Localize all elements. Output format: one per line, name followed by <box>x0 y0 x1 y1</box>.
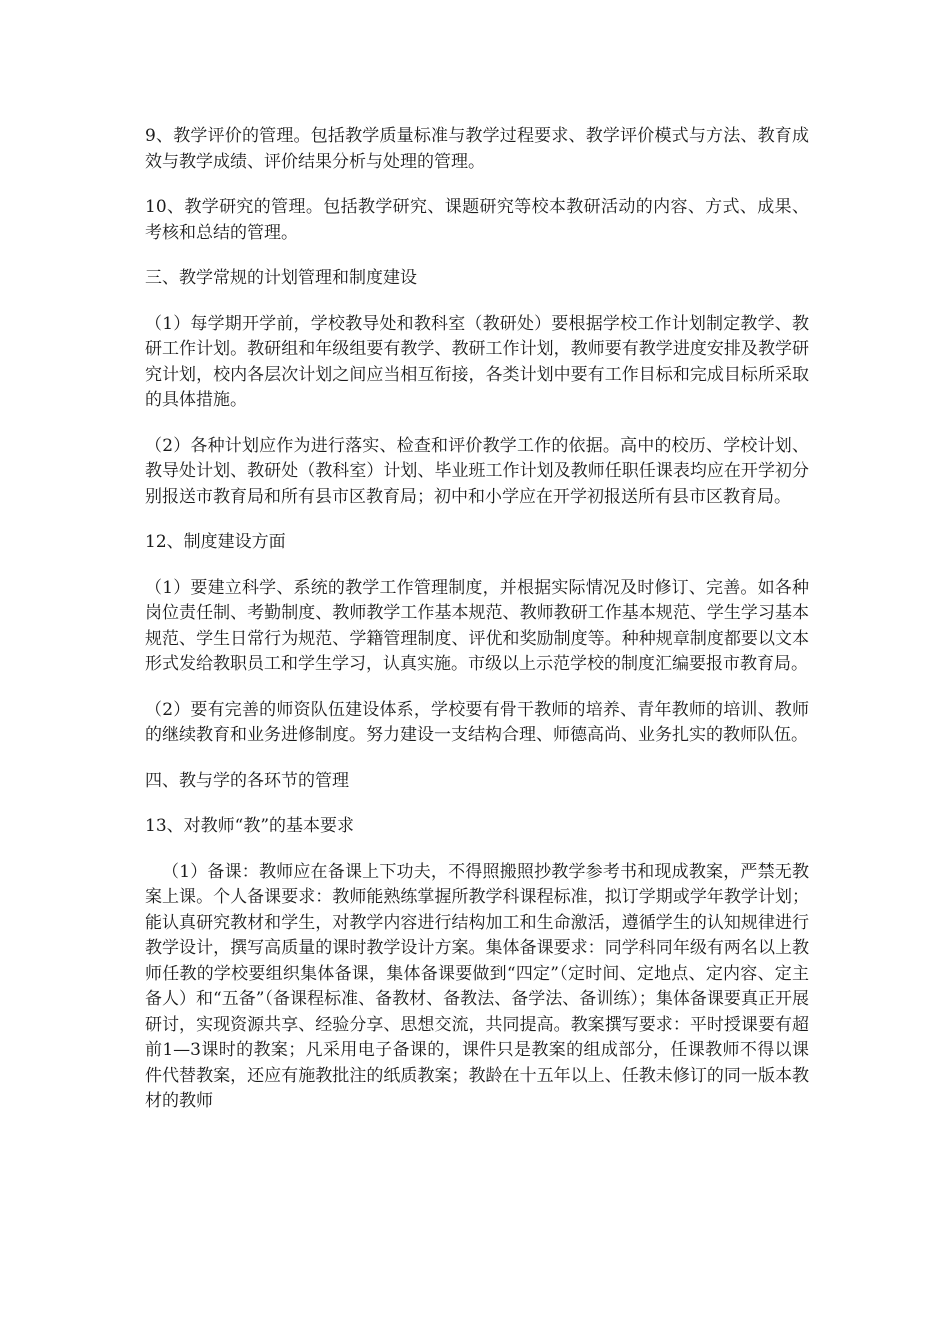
paragraph-plan-item-1: （1）每学期开学前，学校教导处和教科室（教研处）要根据学校工作计划制定教学、教研工作计划。教研组和年级组要有教学、教研工作计划，教师要有教学进度安排及教学研究计划，校内各层次计划之间应当相互衔接，各类计划中要有工作目标和完成目标所采取的具体措施。 <box>145 313 809 410</box>
paragraph-teaching-evaluation: 9、教学评价的管理。包括教学质量标准与教学过程要求、教学评价模式与方法、教育成效与教学成绩、评价结果分析与处理的管理。 <box>145 126 809 172</box>
document-page <box>145 124 809 1135</box>
paragraph-teaching-research: 10、教学研究的管理。包括教学研究、课题研究等校本教研活动的内容、方式、成果、考核和总结的管理。 <box>145 197 809 243</box>
section-heading-teaching-learning: 四、教与学的各环节的管理 <box>145 770 349 791</box>
paragraph-system-item-1: （1）要建立科学、系统的教学工作管理制度，并根据实际情况及时修订、完善。如各种岗位责任制、考勤制度、教师教学工作基本规范、教师教研工作基本规范、学生学习基本规范、学生日常行为规范、学籍管理制度、评优和奖励制度等。种种规章制度都要以文本形式发给教职员工和学生学习，认真实施。市级以上示范学校的制度汇编要报市教育局。 <box>145 577 809 674</box>
heading-system-construction: 12、制度建设方面 <box>145 532 286 552</box>
paragraph-system-item-2: （2）要有完善的师资队伍建设体系，学校要有骨干教师的培养、青年教师的培训、教师的继续教育和业务进修制度。努力建设一支结构合理、师德高尚、业务扎实的教师队伍。 <box>145 699 809 745</box>
paragraph-plan-item-2: （2）各种计划应作为进行落实、检查和评价教学工作的依据。高中的校历、学校计划、教导处计划、教研处（教科室）计划、毕业班工作计划及教师任职任课表均应在开学初分别报送市教育局和所有县市区教育局；初中和小学应在开学初报送所有县市区教育局。 <box>145 435 809 507</box>
section-heading-plan-management: 三、教学常规的计划管理和制度建设 <box>145 268 417 288</box>
paragraph-lesson-preparation: （1）备课：教师应在备课上下功夫，不得照搬照抄教学参考书和现成教案，严禁无教案上课。个人备课要求：教师能熟练掌握所教学科课程标准，拟订学期或学年教学计划；能认真研究教材和学生，对教学内容进行结构加工和生命激活，遵循学生的认知规律进行教学设计，撰写高质量的课时教学设计方案。集体备课要求：同学科同年级有两名以上教师任教的学校要组织集体备课，集体备课要做到“四定”（定时间、定地点、定内容、定主备人）和“五备”（备课程标准、备教材、备教法、备学法、备训练）；集体备课要真正开展研讨，实现资源共享、经验分享、思想交流，共同提高。教案撰写要求：平时授课要有超前1—3课时的教案；凡采用电子备课的，课件只是教案的组成部分，任课教师不得以课件代替教案，还应有施教批注的纸质教案；教龄在十五年以上、任教未修订的同一版本教材的教师 <box>145 861 809 1111</box>
heading-teacher-requirements: 13、对教师“教”的基本要求 <box>145 816 355 836</box>
